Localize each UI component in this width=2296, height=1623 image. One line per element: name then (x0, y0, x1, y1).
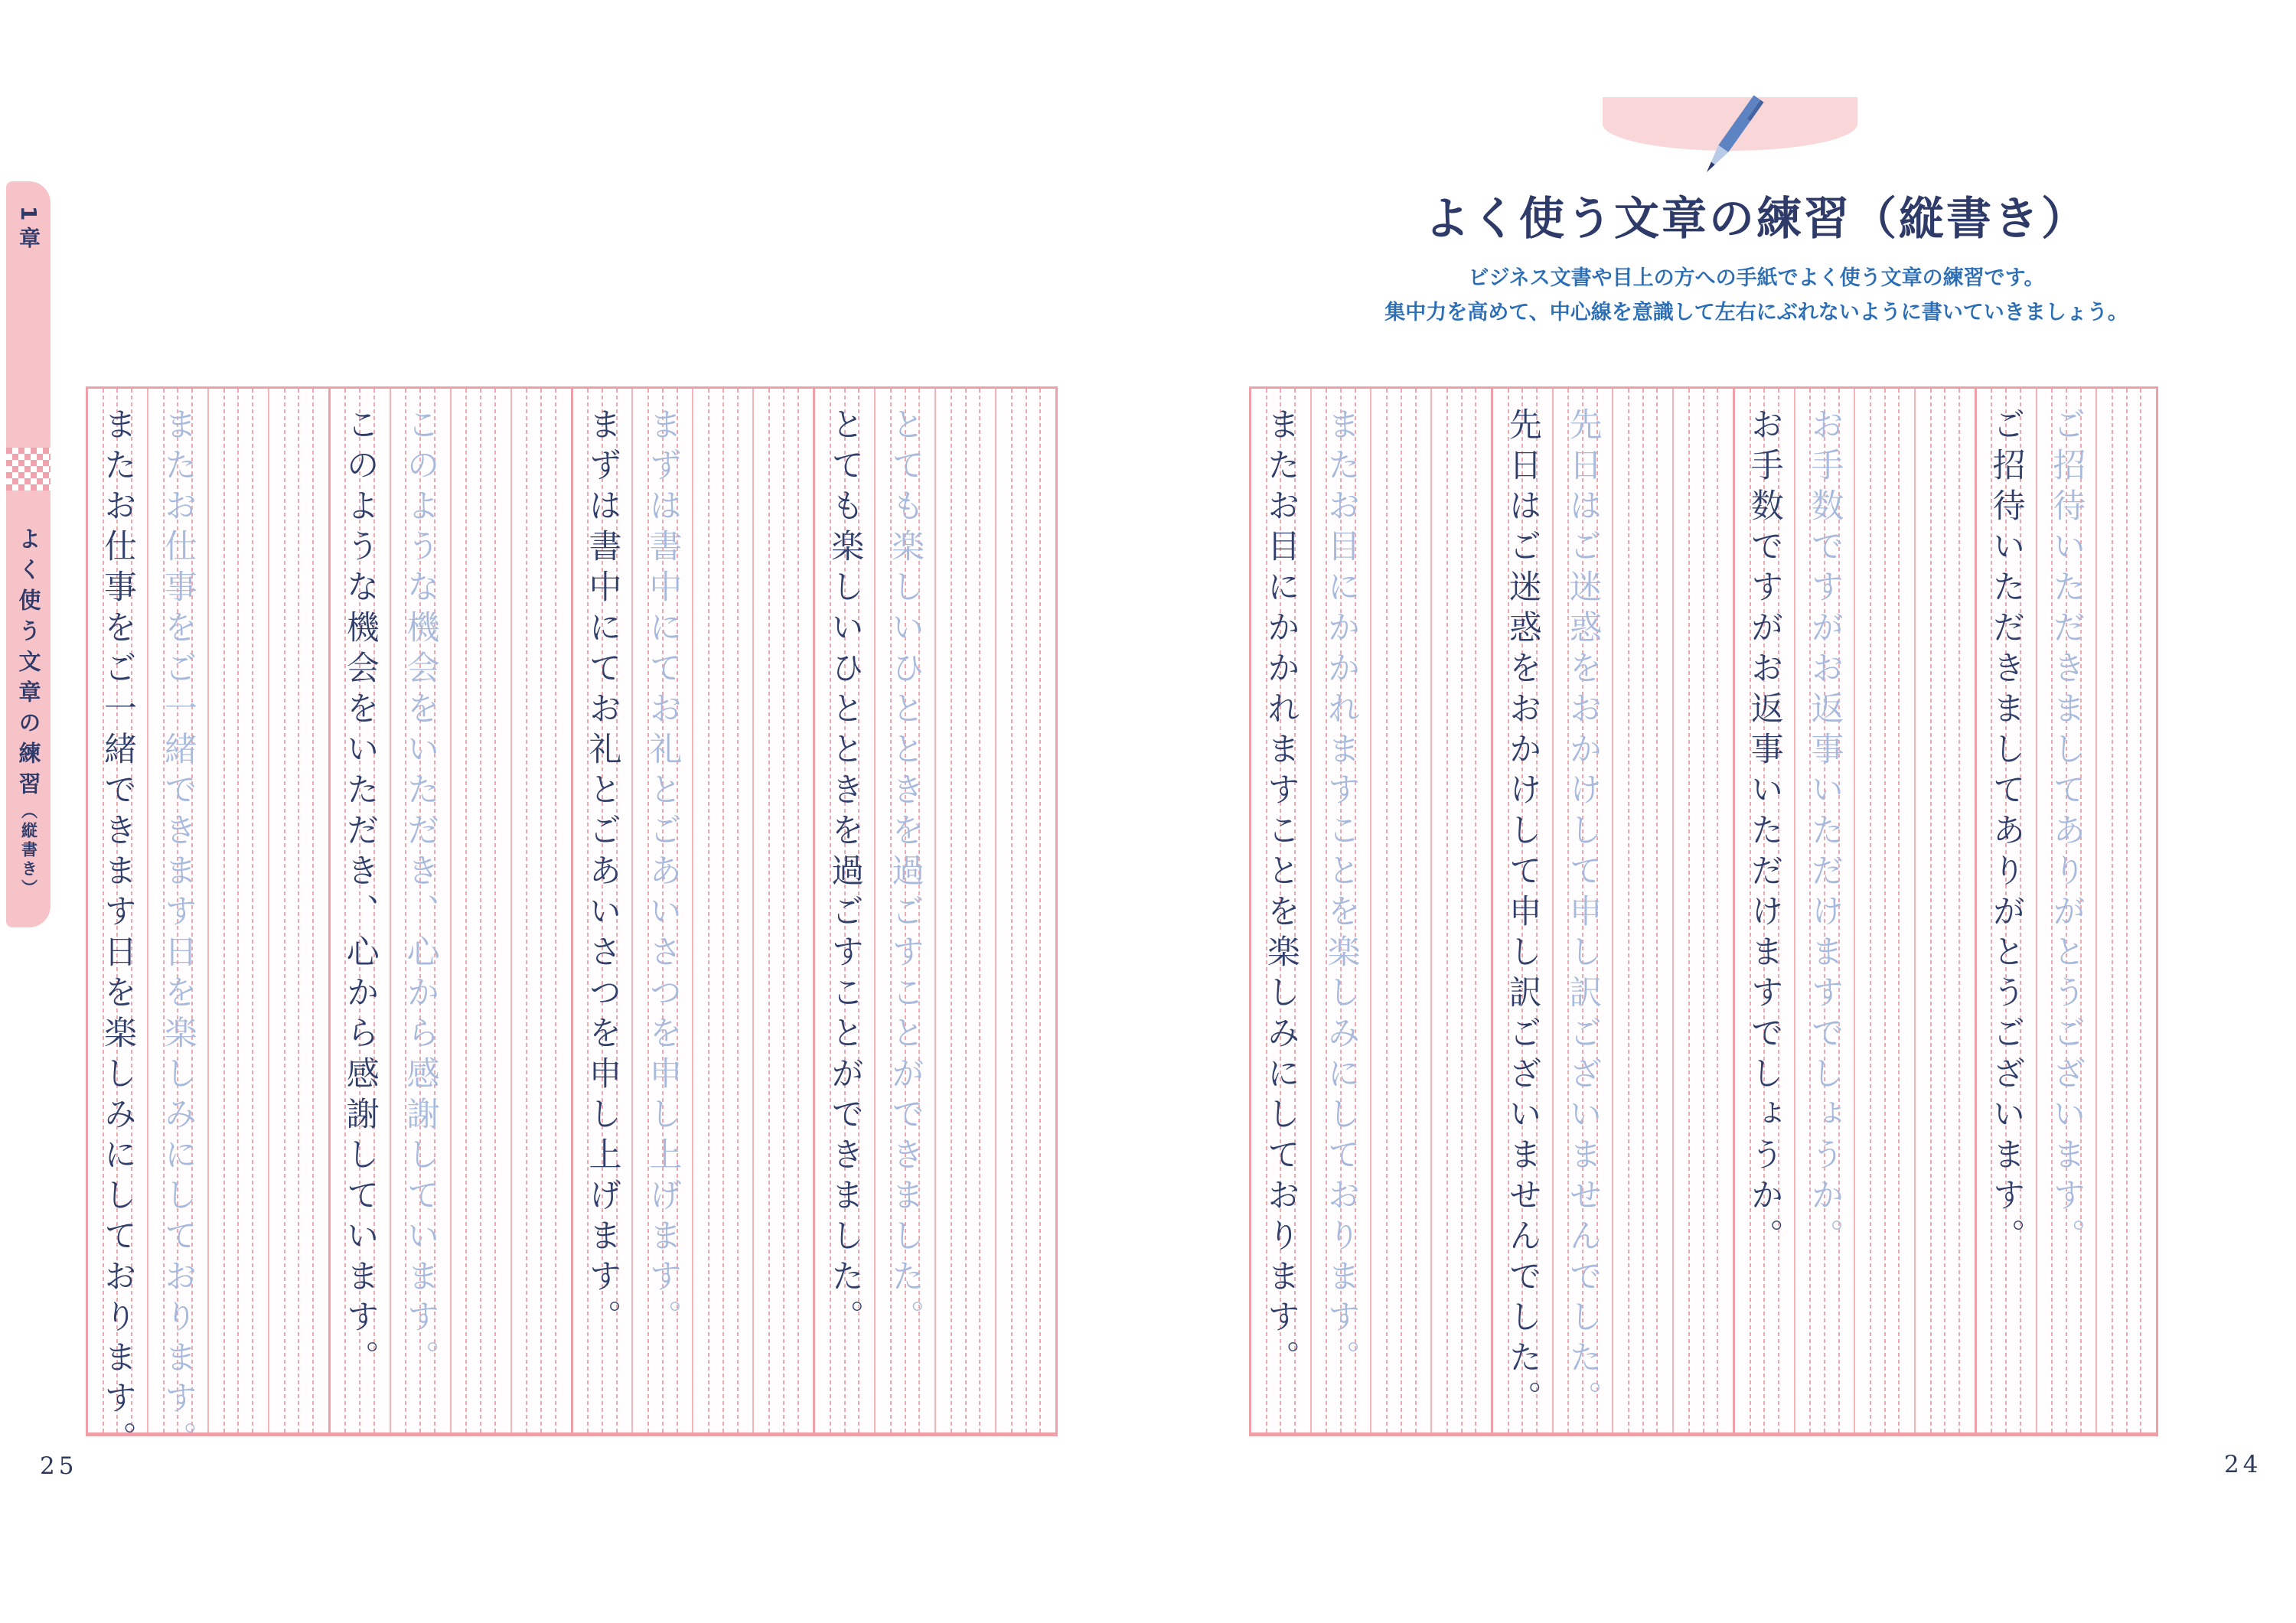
tab-section-title-main: よく使う文章の練習 (15, 527, 42, 803)
practice-text: このような機会をいただき、心から感謝しています。 (341, 407, 380, 1380)
model-text: またお仕事をご一緒できます日を楽しみにしております。 (158, 407, 197, 1462)
model-column (390, 389, 450, 1432)
empty-column (692, 389, 752, 1432)
practice-text: またお目にかかれますことを楽しみにしております。 (1261, 407, 1300, 1380)
page-number-right: 24 (2224, 1451, 2262, 1478)
practice-column (1733, 389, 1794, 1432)
practice-text: お手数ですがお返事いただけますでしょうか。 (1745, 407, 1784, 1259)
practice-column (328, 389, 390, 1432)
model-text: お手数ですがお返事いただけますでしょうか。 (1805, 407, 1844, 1259)
page-title: よく使う文章の練習（縦書き） (1424, 192, 2089, 245)
chapter-label: 1章 (16, 206, 41, 255)
practice-text: 先日はご迷惑をおかけして申し訳ございませんでした。 (1503, 407, 1542, 1421)
tab-section-title-sub: （縦書き） (19, 803, 38, 898)
empty-column (1672, 389, 1733, 1432)
practice-text: ご招待いただきましてありがとうございます。 (1987, 407, 2026, 1259)
subtitle-line-1: ビジネス文書や目上の方への手紙でよく使う文章の練習です。 (1468, 266, 2045, 290)
empty-column (1430, 389, 1491, 1432)
practice-column (1491, 389, 1552, 1432)
model-text: このような機会をいただき、心から感謝しています。 (401, 407, 440, 1380)
practice-text: またお仕事をご一緒できます日を楽しみにしております。 (98, 407, 137, 1462)
empty-column (207, 389, 268, 1432)
subtitle-line-2: 集中力を高めて、中心線を意識して左右にぶれないように書いていきましょう。 (1384, 301, 2128, 324)
empty-column (1612, 389, 1672, 1432)
practice-text: まずは書中にてお礼とごあいさつを申し上げます。 (583, 407, 622, 1340)
page-subtitle (1247, 261, 2265, 330)
practice-column (88, 389, 147, 1462)
model-column (874, 389, 934, 1432)
practice-grid-right-page (1249, 386, 2158, 1436)
practice-text: とても楽しいひとときを過ごすことができました。 (826, 407, 865, 1340)
empty-column (1854, 389, 1914, 1432)
empty-column (510, 389, 571, 1432)
model-column (1310, 389, 1371, 1432)
page-number-left: 25 (40, 1452, 78, 1480)
model-column (1794, 389, 1854, 1432)
chapter-tab (6, 181, 51, 927)
empty-column (450, 389, 510, 1432)
practice-column (813, 389, 874, 1432)
empty-column (752, 389, 813, 1432)
practice-column (1251, 389, 1310, 1432)
model-column (147, 389, 207, 1462)
empty-column (1914, 389, 1975, 1432)
model-text: またお目にかかれますことを楽しみにしております。 (1322, 407, 1361, 1380)
empty-column (1370, 389, 1430, 1432)
pen-icon (1680, 90, 1776, 178)
model-column (2036, 389, 2096, 1432)
practice-grid-left-page (86, 386, 1058, 1462)
ribbon-checker-pattern (6, 448, 51, 490)
empty-column (2095, 389, 2156, 1432)
empty-column (934, 389, 995, 1432)
practice-column (1975, 389, 2036, 1432)
model-column (631, 389, 692, 1432)
model-text: まずは書中にてお礼とごあいさつを申し上げます。 (644, 407, 683, 1340)
empty-column (995, 389, 1055, 1432)
practice-column (571, 389, 632, 1432)
model-text: とても楽しいひとときを過ごすことができました。 (886, 407, 925, 1340)
empty-column (268, 389, 328, 1432)
model-column (1552, 389, 1613, 1432)
model-text: ご招待いただきましてありがとうございます。 (2047, 407, 2086, 1259)
model-text: 先日はご迷惑をおかけして申し訳ございませんでした。 (1564, 407, 1603, 1421)
tab-section-title (15, 527, 42, 898)
